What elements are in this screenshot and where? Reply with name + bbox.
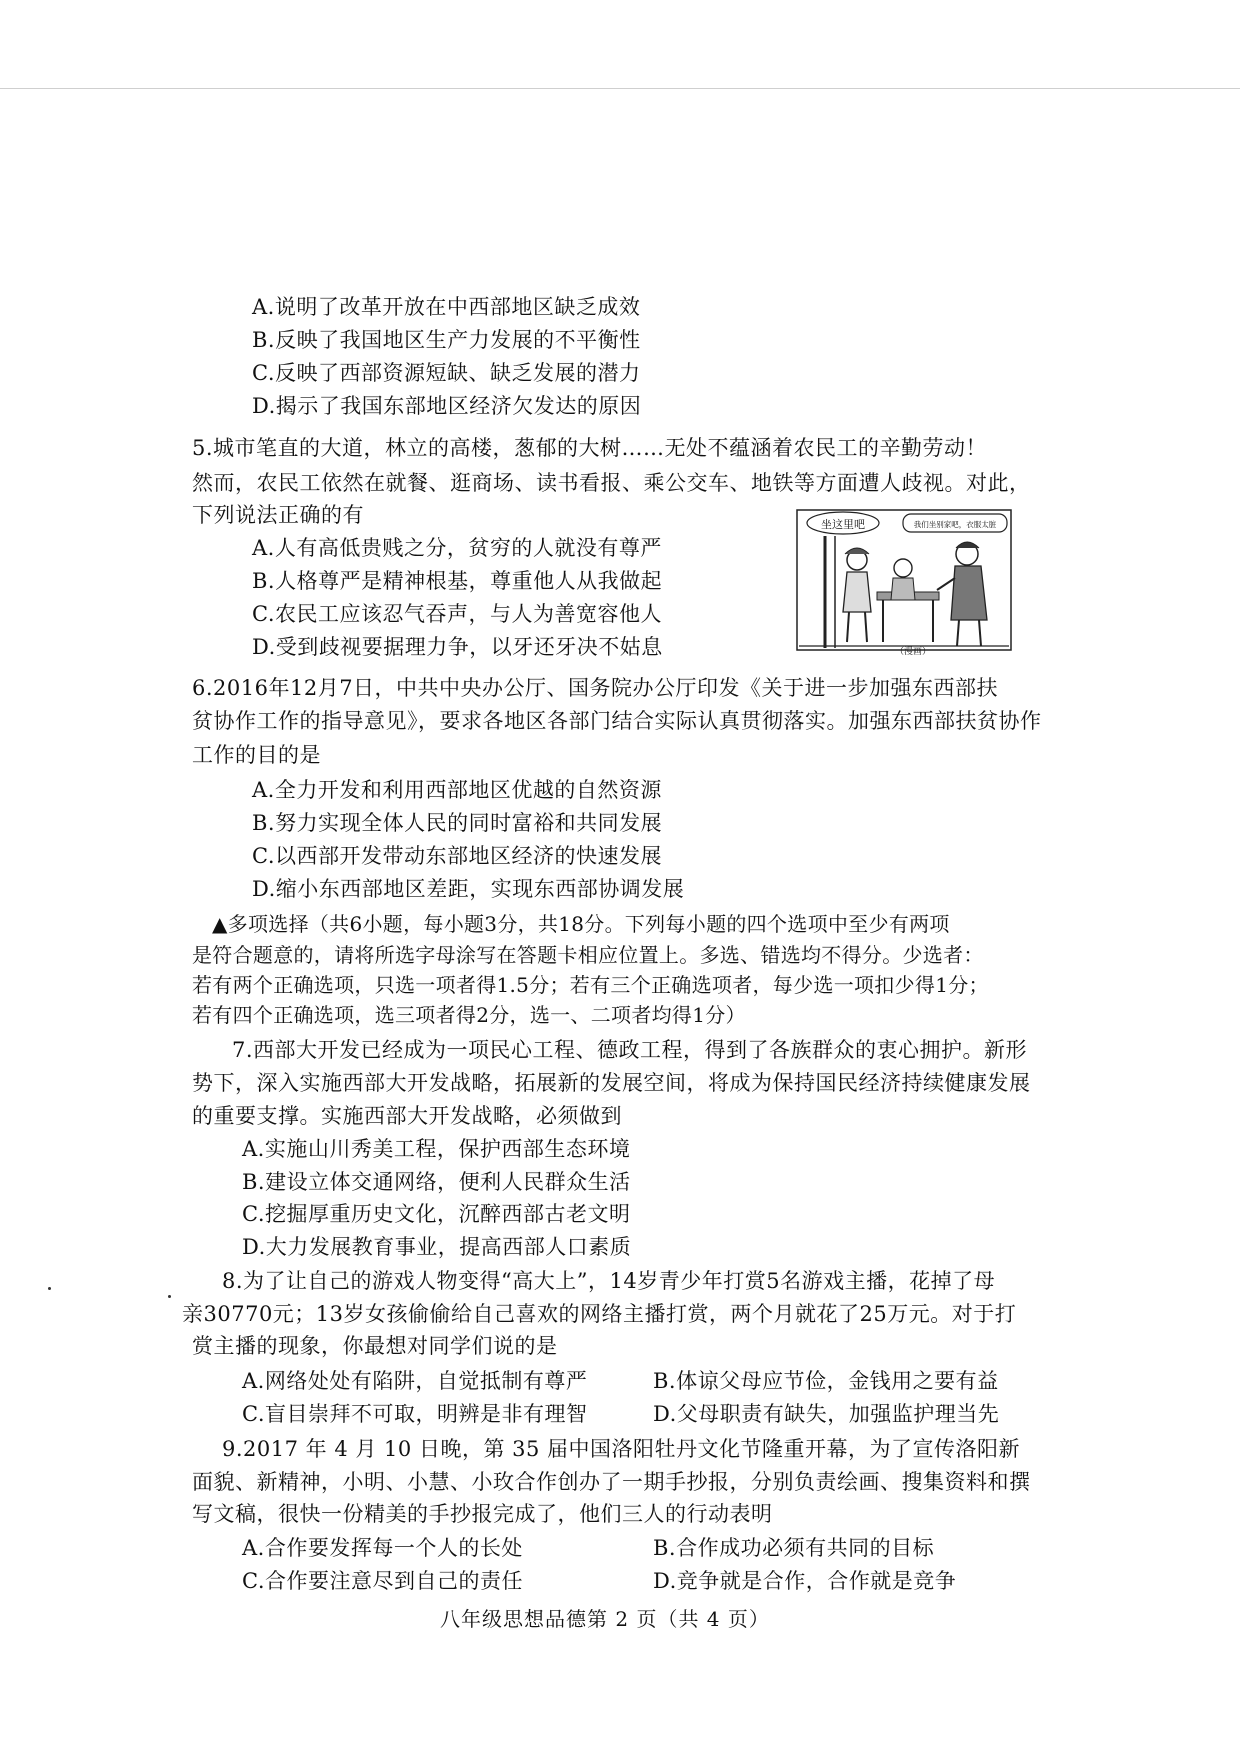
q9-stem-line2: 面貌、新精神，小明、小慧、小玫合作创办了一期手抄报，分别负责绘画、搜集资料和撰 [192, 1470, 1031, 1494]
q8-option-c: C.盲目崇拜不可取，明辨是非有理智 [242, 1402, 588, 1426]
q9-option-b: B.合作成功必须有共同的目标 [653, 1536, 935, 1560]
q5-option-a: A.人有高低贵贱之分，贫穷的人就没有尊严 [252, 536, 662, 560]
section-instruction-line1: ▲多项选择（共6小题，每小题3分，共18分。下列每小题的四个选项中至少有两项 [212, 912, 950, 936]
q7-option-c: C.挖掘厚重历史文化，沉醉西部古老文明 [242, 1202, 631, 1226]
q9-stem-line3: 写文稿，很快一份精美的手抄报完成了，他们三人的行动表明 [192, 1502, 773, 1526]
q6-option-b: B.努力实现全体人民的同时富裕和共同发展 [252, 811, 663, 835]
q9-option-d: D.竞争就是合作，合作就是竞争 [653, 1569, 957, 1593]
q5-stem-line2: 然而，农民工依然在就餐、逛商场、读书看报、乘公交车、地铁等方面遭人歧视。对此， [192, 471, 1031, 495]
q7-option-a: A.实施山川秀美工程，保护西部生态环境 [242, 1137, 631, 1161]
q5-option-b: B.人格尊严是精神根基，尊重他人从我做起 [252, 569, 663, 593]
q4-option-c: C.反映了西部资源短缺、缺乏发展的潜力 [252, 361, 641, 385]
page-footer: 八年级思想品德第 2 页（共 4 页） [440, 1607, 770, 1631]
q8-option-d: D.父母职责有缺失，加强监护理当先 [653, 1402, 1000, 1426]
q7-stem-line2: 势下，深入实施西部大开发战略，拓展新的发展空间，将成为保持国民经济持续健康发展 [192, 1071, 1031, 1095]
q5-stem-line3: 下列说法正确的有 [192, 503, 364, 527]
cartoon-speech-left: 坐这里吧 [821, 518, 865, 531]
q7-stem-line1: 7.西部大开发已经成为一项民心工程、德政工程，得到了各族群众的衷心拥护。新形 [232, 1038, 1028, 1062]
q5-option-c: C.农民工应该忍气吞声，与人为善宽容他人 [252, 602, 662, 626]
q5-stem-line1: 5.城市笔直的大道，林立的高楼，葱郁的大树……无处不蕴涵着农民工的辛勤劳动！ [192, 436, 988, 460]
q6-option-d: D.缩小东西部地区差距，实现东西部协调发展 [252, 877, 685, 901]
q6-option-a: A.全力开发和利用西部地区优越的自然资源 [252, 778, 662, 802]
q5-option-d: D.受到歧视要据理力争，以牙还牙决不姑息 [252, 635, 663, 659]
q9-stem-line1: 9.2017 年 4 月 10 日晚，第 35 届中国洛阳牡丹文化节隆重开幕，为了宣传洛阳新 [222, 1437, 1021, 1461]
q6-stem-line3: 工作的目的是 [192, 743, 321, 767]
q6-stem-line2: 贫协作工作的指导意见》，要求各地区各部门结合实际认真贯彻落实。加强东西部扶贫协作 [192, 709, 1042, 733]
q9-option-c: C.合作要注意尽到自己的责任 [242, 1569, 523, 1593]
section-instruction-line4: 若有四个正确选项，选三项者得2分，选一、二项者均得1分） [192, 1003, 746, 1027]
q8-stem-line3: 赏主播的现象，你最想对同学们说的是 [192, 1334, 558, 1358]
q4-option-a: A.说明了改革开放在中西部地区缺乏成效 [252, 295, 641, 319]
page-top-rule [0, 88, 1240, 89]
section-instruction-line3: 若有两个正确选项，只选一项者得1.5分；若有三个正确选项者，每少选一项扣少得1分； [192, 973, 989, 997]
q7-option-d: D.大力发展教育事业，提高西部人口素质 [242, 1235, 632, 1259]
q4-option-b: B.反映了我国地区生产力发展的不平衡性 [252, 328, 641, 352]
q8-option-b: B.体谅父母应节俭，金钱用之要有益 [653, 1369, 999, 1393]
cartoon-speech-right: 我们坐别家吧，衣服太脏 [913, 520, 997, 529]
q6-stem-line1: 6.2016年12月7日，中共中央办公厅、国务院办公厅印发《关于进一步加强东西部扶 [192, 676, 999, 700]
q7-stem-line3: 的重要支撑。实施西部大开发战略，必须做到 [192, 1104, 622, 1128]
q8-stem-line1: 8.为了让自己的游戏人物变得“高大上”，14岁青少年打赏5名游戏主播，花掉了母 [222, 1269, 996, 1293]
q7-option-b: B.建设立体交通网络，便利人民群众生活 [242, 1170, 631, 1194]
q8-option-a: A.网络处处有陷阱，自觉抵制有尊严 [242, 1369, 588, 1393]
cartoon-caption: （漫画） [894, 647, 932, 656]
q8-stem-line2: 亲30770元；13岁女孩偷偷给自己喜欢的网络主播打赏，两个月就花了25万元。对于打 [182, 1302, 1017, 1326]
q9-option-a: A.合作要发挥每一个人的长处 [242, 1536, 523, 1560]
scan-speck [48, 1287, 51, 1290]
discrimination-cartoon [795, 508, 1013, 656]
section-instruction-line2: 是符合题意的，请将所选字母涂写在答题卡相应位置上。多选、错选均不得分。少选者： [192, 943, 984, 967]
scan-speck [168, 1295, 171, 1298]
q6-option-c: C.以西部开发带动东部地区经济的快速发展 [252, 844, 662, 868]
q4-option-d: D.揭示了我国东部地区经济欠发达的原因 [252, 394, 642, 418]
